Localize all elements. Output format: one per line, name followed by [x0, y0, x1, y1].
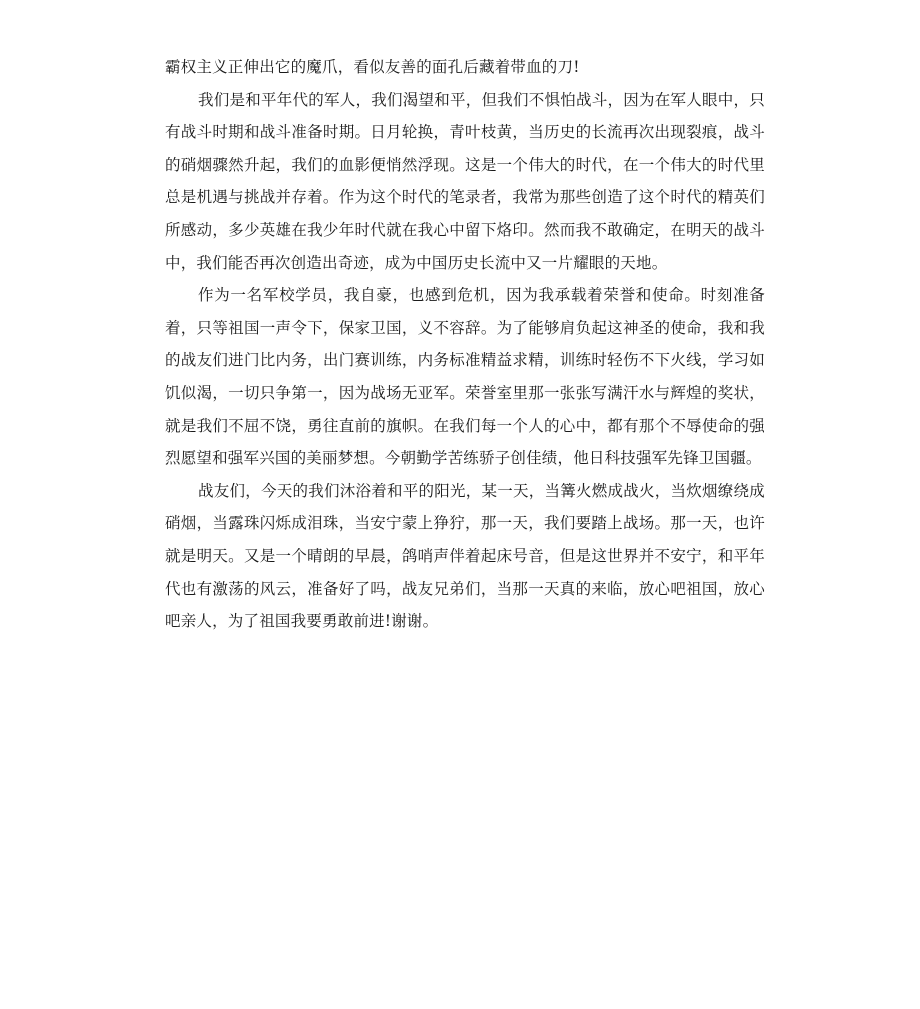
paragraph-4: 战友们，今天的我们沐浴着和平的阳光，某一天，当篝火燃成战火，当炊烟缭绕成硝烟，当露珠闪烁成泪珠，当安宁蒙上狰狞，那一天，我们要踏上战场。那一天，也许就是明天。又是一个晴朗的早晨，鸽哨声伴着起床号音，但是这世界并不安宁，和平年代也有激荡的风云，准备好了吗，战友兄弟们，当那一天真的来临，放心吧祖国，放心吧亲人，为了祖国我要勇敢前进!谢谢。 — [165, 481, 765, 631]
paragraph-3: 作为一名军校学员，我自豪，也感到危机，因为我承载着荣誉和使命。时刻准备着，只等祖国一声令下，保家卫国，义不容辞。为了能够肩负起这神圣的使命，我和我的战友们进门比内务，出门赛训练，内务标准精益求精，训练时轻伤不下火线，学习如饥似渴，一切只争第一，因为战场无亚军。荣誉室里那一张张写满汗水与辉煌的奖状，就是我们不屈不饶，勇往直前的旗帜。在我们每一个人的心中，都有那个不辱使命的强烈愿望和强军兴国的美丽梦想。今朝勤学苦练骄子创佳绩，他日科技强军先锋卫国疆。 — [165, 286, 765, 468]
paragraph-2: 我们是和平年代的军人，我们渴望和平，但我们不惧怕战斗，因为在军人眼中，只有战斗时期和战斗准备时期。日月轮换，青叶枝黄，当历史的长流再次出现裂痕，战斗的硝烟骤然升起，我们的血影便悄然浮现。这是一个伟大的时代，在一个伟大的时代里总是机遇与挑战并存着。作为这个时代的笔录者，我常为那些创造了这个时代的精英们所感动，多少英雄在我少年时代就在我心中留下烙印。然而我不敢确定，在明天的战斗中，我们能否再次创造出奇迹，成为中国历史长流中又一片耀眼的天地。 — [165, 90, 765, 272]
document-body — [165, 51, 765, 638]
paragraph-1: 霸权主义正伸出它的魔爪，看似友善的面孔后藏着带血的刀! — [165, 58, 580, 76]
